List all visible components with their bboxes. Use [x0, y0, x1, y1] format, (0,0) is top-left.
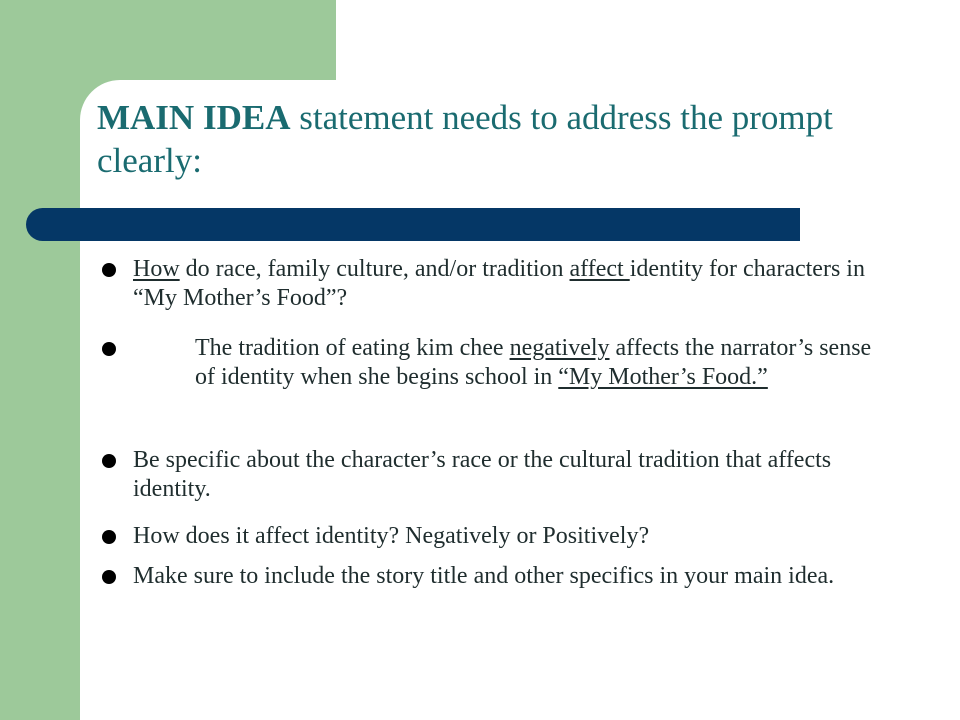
- underlined-affect: affect: [569, 256, 630, 282]
- title-divider-bar: [26, 208, 800, 241]
- bullet-text: affects the narrator’s sense of identity when she begins school in: [195, 335, 872, 390]
- bullet-text: identity for characters in “My Mother’s Food”?: [133, 256, 865, 311]
- title-bold: MAIN IDEA: [97, 98, 291, 137]
- title-rest: statement needs to address the prompt clearly:: [97, 98, 833, 180]
- bullet-text: do race, family culture, and/or tradition: [179, 256, 570, 282]
- slide-title: [97, 96, 897, 182]
- bullet-item: Make sure to include the story title and other specifics in your main idea.: [133, 563, 835, 589]
- bullet-dot: [102, 342, 116, 356]
- bullet-text: The tradition of eating kim chee: [195, 335, 510, 361]
- bullet-item: How does it affect identity? Negatively or Positively?: [133, 523, 650, 549]
- bullet-item: Be specific about the character’s race or the cultural tradition that affects identity.: [133, 447, 832, 502]
- underlined-how: How: [133, 256, 180, 282]
- underlined-story-title: “My Mother’s Food.”: [558, 364, 768, 390]
- bullet-dot: [102, 263, 116, 277]
- bullet-dot: [102, 570, 116, 584]
- bullet-item: [133, 334, 893, 392]
- bullet-dot: [102, 454, 116, 468]
- bullet-dot: [102, 530, 116, 544]
- underlined-negatively: negatively: [509, 335, 610, 361]
- bullet-item: [133, 255, 893, 313]
